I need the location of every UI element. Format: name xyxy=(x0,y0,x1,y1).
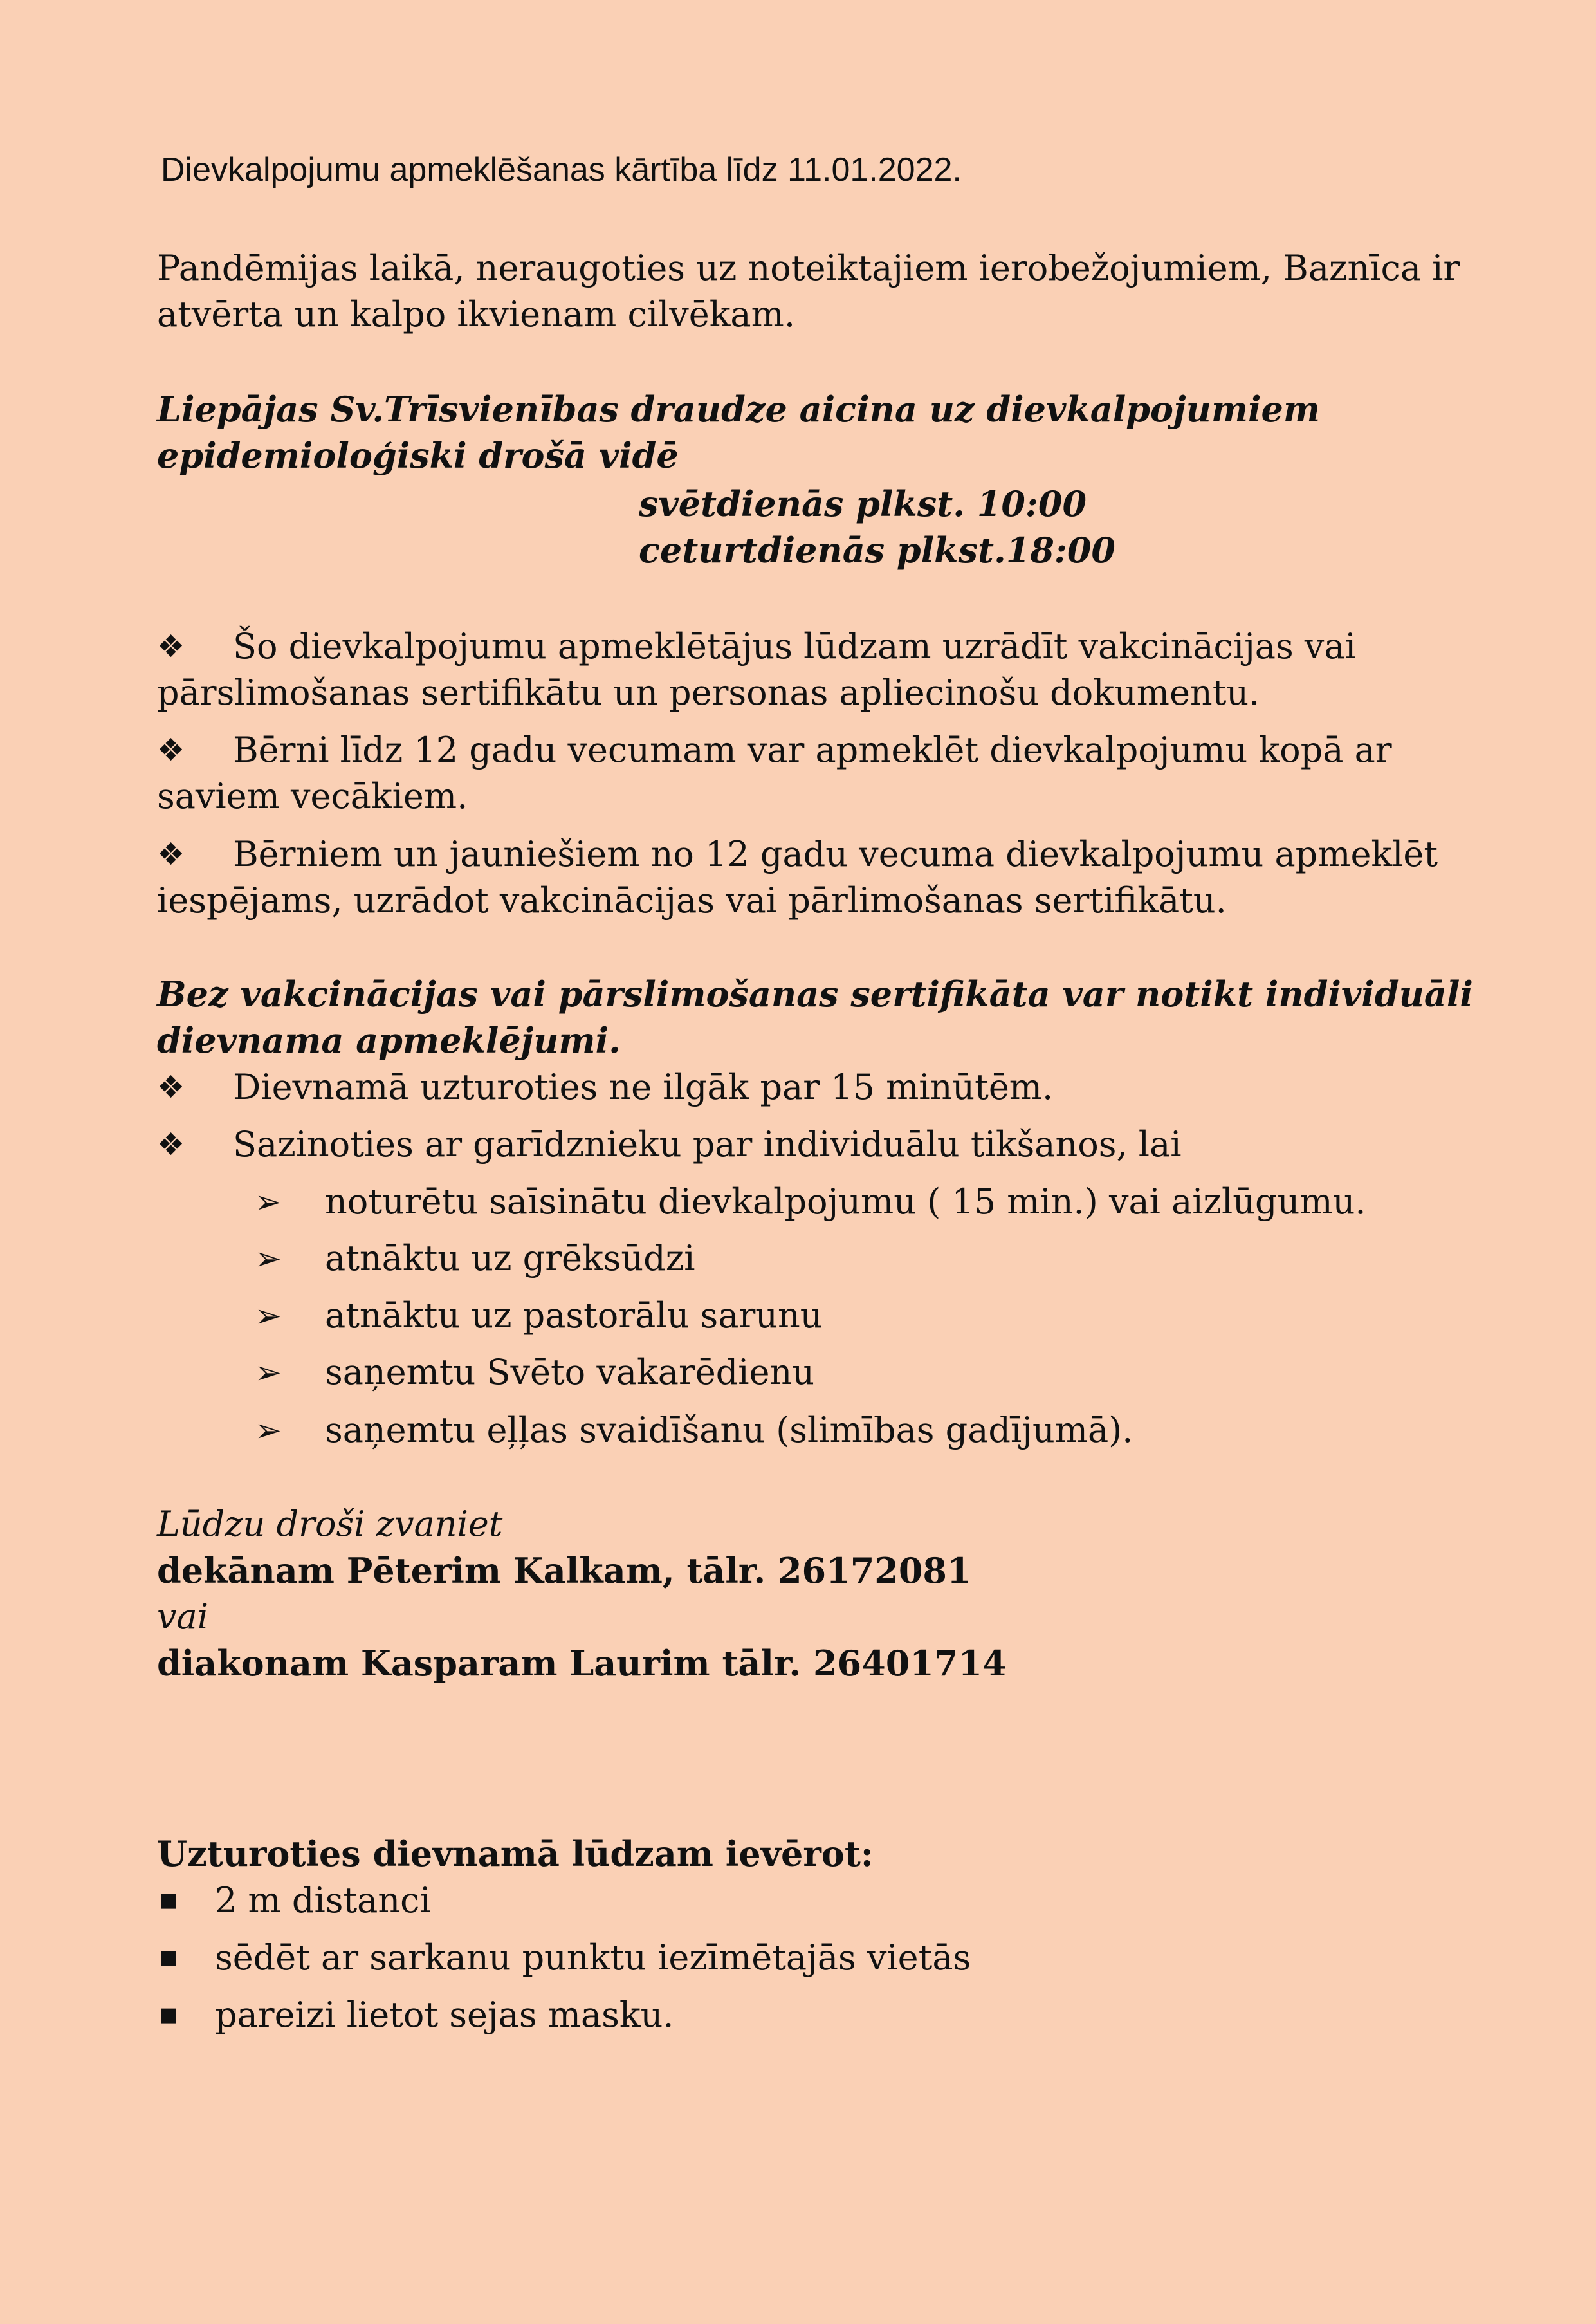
diamond-bullet-icon: ❖ xyxy=(157,1069,185,1105)
rule-1-line-2: pārslimošanas sertifikātu un personas apliecinošu dokumentu. xyxy=(157,672,1260,713)
diamond-bullet-icon: ❖ xyxy=(157,836,185,872)
arrow-bullet-icon: ➢ xyxy=(255,1297,282,1334)
rule-2-line-2: saviem vecākiem. xyxy=(157,776,468,816)
invitation-line-1: Liepājas Sv.Trīsvienības draudze aicina uz dievkalpojumiem xyxy=(157,389,1320,430)
square-bullet-icon: ■ xyxy=(160,1889,178,1912)
sub-item-4: saņemtu Svēto vakarēdienu xyxy=(325,1352,815,1392)
observe-item-1: 2 m distanci xyxy=(215,1880,431,1921)
contact-prompt: Lūdzu droši zvaniet xyxy=(157,1504,503,1544)
schedule-thursday: ceturtdienās plkst.18:00 xyxy=(639,530,1115,571)
schedule-sunday: svētdienās plkst. 10:00 xyxy=(639,483,1087,524)
observe-item-3: pareizi lietot sejas masku. xyxy=(215,1995,674,2035)
arrow-bullet-icon: ➢ xyxy=(255,1240,282,1277)
observe-heading: Uzturoties dievnamā lūdzam ievērot: xyxy=(157,1833,874,1874)
document-title: Dievkalpojumu apmeklēšanas kārtība līdz 11.01.2022. xyxy=(161,151,962,189)
diamond-bullet-icon: ❖ xyxy=(157,732,185,768)
sub-item-1: noturētu saīsinātu dievkalpojumu ( 15 min.) vai aizlūgumu. xyxy=(325,1181,1366,1222)
invitation-line-2: epidemioloģiski drošā vidē xyxy=(157,435,679,476)
individual-item-1: Dievnamā uzturoties ne ilgāk par 15 minūtēm. xyxy=(233,1067,1054,1107)
sub-item-2: atnāktu uz grēksūdzi xyxy=(325,1238,695,1278)
observe-item-2: sēdēt ar sarkanu punktu iezīmētajās vietās xyxy=(215,1937,971,1978)
arrow-bullet-icon: ➢ xyxy=(255,1183,282,1221)
diamond-bullet-icon: ❖ xyxy=(157,629,185,665)
rule-3-line-2: iespējams, uzrādot vakcinācijas vai pārlimošanas sertifikātu. xyxy=(157,880,1227,921)
sub-item-5: saņemtu eļļas svaidīšanu (slimības gadījumā). xyxy=(325,1410,1133,1450)
rule-1-line-1: Šo dievkalpojumu apmeklētājus lūdzam uzrādīt vakcinācijas vai xyxy=(233,626,1356,667)
diamond-bullet-icon: ❖ xyxy=(157,1127,185,1163)
rule-2-line-1: Bērni līdz 12 gadu vecumam var apmeklēt dievkalpojumu kopā ar xyxy=(233,730,1392,770)
contact-dean: dekānam Pēterim Kalkam, tālr. 26172081 xyxy=(157,1550,971,1591)
individual-heading-line-2: dievnama apmeklējumi. xyxy=(157,1020,621,1061)
individual-item-2: Sazinoties ar garīdznieku par individuālu tikšanos, lai xyxy=(233,1124,1182,1165)
contact-or: vai xyxy=(157,1596,208,1637)
square-bullet-icon: ■ xyxy=(160,2004,178,2026)
arrow-bullet-icon: ➢ xyxy=(255,1354,282,1391)
arrow-bullet-icon: ➢ xyxy=(255,1412,282,1449)
square-bullet-icon: ■ xyxy=(160,1946,178,1969)
intro-line-1: Pandēmijas laikā, neraugoties uz noteiktajiem ierobežojumiem, Baznīca ir xyxy=(157,248,1460,288)
intro-line-2: atvērta un kalpo ikvienam cilvēkam. xyxy=(157,294,795,335)
individual-heading-line-1: Bez vakcinācijas vai pārslimošanas sertifikāta var notikt individuāli xyxy=(157,973,1473,1015)
sub-item-3: atnāktu uz pastorālu sarunu xyxy=(325,1295,823,1336)
rule-3-line-1: Bērniem un jauniešiem no 12 gadu vecuma dievkalpojumu apmeklēt xyxy=(233,834,1438,874)
contact-deacon: diakonam Kasparam Laurim tālr. 26401714 xyxy=(157,1643,1007,1684)
